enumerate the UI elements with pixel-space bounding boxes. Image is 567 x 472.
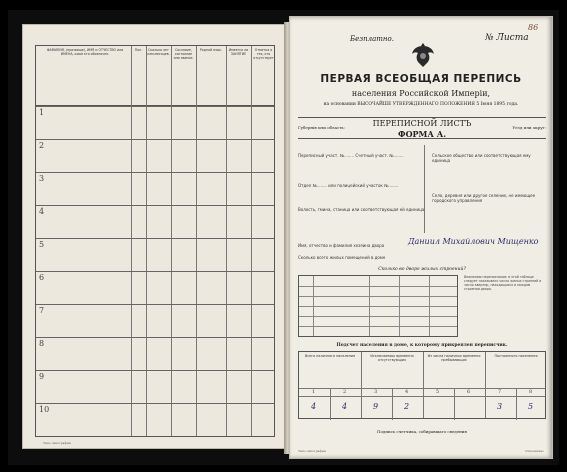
dwelling-table bbox=[298, 275, 458, 337]
row-number: 8 bbox=[39, 339, 45, 348]
free-label: Безплатно. bbox=[350, 35, 394, 43]
header-sex: Пол. bbox=[134, 48, 143, 52]
summary-value: 5 bbox=[528, 402, 534, 411]
table-row bbox=[36, 139, 274, 140]
census-table-left bbox=[35, 45, 275, 437]
table-row bbox=[36, 106, 274, 107]
header-age: Сколько лет или месяцев. bbox=[147, 48, 170, 56]
table-row bbox=[36, 271, 274, 272]
census-district-line: Переписный участ. №........ Счетный участ. №........ bbox=[298, 153, 404, 158]
owner-name-handwritten: Даниил Михайлович Мищенко bbox=[408, 237, 539, 246]
form-header-band bbox=[298, 117, 546, 139]
house-line: Сколько всего жилых помещений в доме bbox=[298, 255, 386, 260]
footer-left: Типо-литография bbox=[298, 449, 326, 453]
decree-line: на основании ВЫСОЧАЙШЕ УТВЕРЖДЕННАГО ПОЛОЖЕНИЯ 5 Iюня 1895 года. bbox=[323, 102, 519, 107]
summary-col-number: 5 bbox=[436, 389, 440, 395]
row-number: 3 bbox=[39, 174, 45, 183]
row-number: 9 bbox=[39, 372, 45, 381]
sheet-number-label: № Листа bbox=[485, 33, 529, 43]
summary-col-number: 1 bbox=[312, 389, 316, 395]
left-page bbox=[22, 24, 286, 449]
summary-col-number: 2 bbox=[343, 389, 347, 395]
owner-label: Имя, отчество и фамилия хозяина двора bbox=[298, 243, 385, 248]
row-number: 2 bbox=[39, 141, 45, 150]
form-subtitle: ФОРМА А. bbox=[397, 129, 447, 139]
table-row bbox=[36, 238, 274, 239]
page-title: ПЕРВАЯ ВСЕОБЩАЯ ПЕРЕПИСЬ bbox=[320, 73, 522, 85]
table-row bbox=[36, 370, 274, 371]
summary-value: 2 bbox=[404, 402, 410, 411]
left-footer: Типо-литография bbox=[43, 441, 71, 445]
row-number: 5 bbox=[39, 240, 45, 249]
double-headed-eagle-icon bbox=[410, 41, 436, 69]
footer-right: Отпечатано bbox=[525, 449, 544, 453]
summary-value: 3 bbox=[497, 402, 503, 411]
province-label: Губернiя или область: bbox=[298, 125, 345, 130]
instruction-note: Вниманию переписчиков: в этой таблице следует показывать число жилых строений и число квартир, находящихся в каждом строении двора. bbox=[464, 275, 542, 291]
summary-header: Исключаемых временно отсутствующих bbox=[370, 354, 414, 362]
header-absent: Отметка о тех, кто отсутствует bbox=[253, 48, 274, 60]
summary-col-number: 6 bbox=[467, 389, 471, 395]
summary-col-number: 4 bbox=[405, 389, 409, 395]
header-estate: Сословие, состояние или звание. bbox=[173, 48, 194, 60]
table-row bbox=[36, 304, 274, 305]
book-spread bbox=[8, 10, 559, 465]
summary-value: 4 bbox=[311, 402, 317, 411]
header-name: ФАМИЛИЯ, (прозвище), ИМЯ и ОТЧЕСТВО или ИМЕНА, коим кто обозначен. bbox=[46, 48, 124, 56]
handwritten-page-number: 86 bbox=[528, 23, 539, 32]
volost-line: Волость, гмина, станица или соответствующая ей единица bbox=[298, 207, 425, 212]
page-subtitle: населения Российской Имперiи, bbox=[351, 89, 491, 98]
summary-col-number: 7 bbox=[498, 389, 502, 395]
summary-header: Постоянного населения bbox=[494, 354, 538, 358]
table-row bbox=[36, 172, 274, 173]
district-label: Уезд или округ: bbox=[512, 125, 546, 130]
form-title: ПЕРЕПИСНОЙ ЛИСТЪ bbox=[372, 119, 472, 128]
summary-col-number: 8 bbox=[529, 389, 533, 395]
header-occupation: Имеется ли ЗАНЯТИЕ bbox=[228, 48, 249, 56]
summary-value: 4 bbox=[342, 402, 348, 411]
department-line: Отдел №........ или полицейский участок №........ bbox=[298, 183, 399, 188]
table-row bbox=[36, 205, 274, 206]
header-language: Родной язык. bbox=[199, 48, 223, 52]
row-number: 4 bbox=[39, 207, 45, 216]
table-row bbox=[36, 337, 274, 338]
society-line: Сельское общество или соответствующая ему единица bbox=[432, 153, 531, 163]
summary-title: Подсчет населения в доме, к которому прикреплен переписчик. bbox=[336, 343, 508, 348]
summary-header: Из числа наличных временно пребывающих bbox=[427, 354, 481, 362]
summary-col-number: 3 bbox=[374, 389, 378, 395]
dwelling-table-title: Сколько во дворе жилых строений? bbox=[378, 267, 466, 272]
population-summary-table bbox=[298, 351, 546, 419]
village-line: Село, деревня или другое селение, не имеющее городского управления bbox=[432, 193, 536, 203]
row-number: 10 bbox=[39, 405, 50, 414]
table-row bbox=[36, 403, 274, 404]
right-page bbox=[289, 16, 553, 459]
counter-signature-line: Подпись счетчика, собиравшаго сведения bbox=[377, 429, 467, 434]
summary-header: Всего наличного населения bbox=[304, 354, 356, 358]
row-number: 1 bbox=[39, 108, 45, 117]
row-number: 6 bbox=[39, 273, 45, 282]
summary-value: 9 bbox=[373, 402, 379, 411]
row-number: 7 bbox=[39, 306, 45, 315]
